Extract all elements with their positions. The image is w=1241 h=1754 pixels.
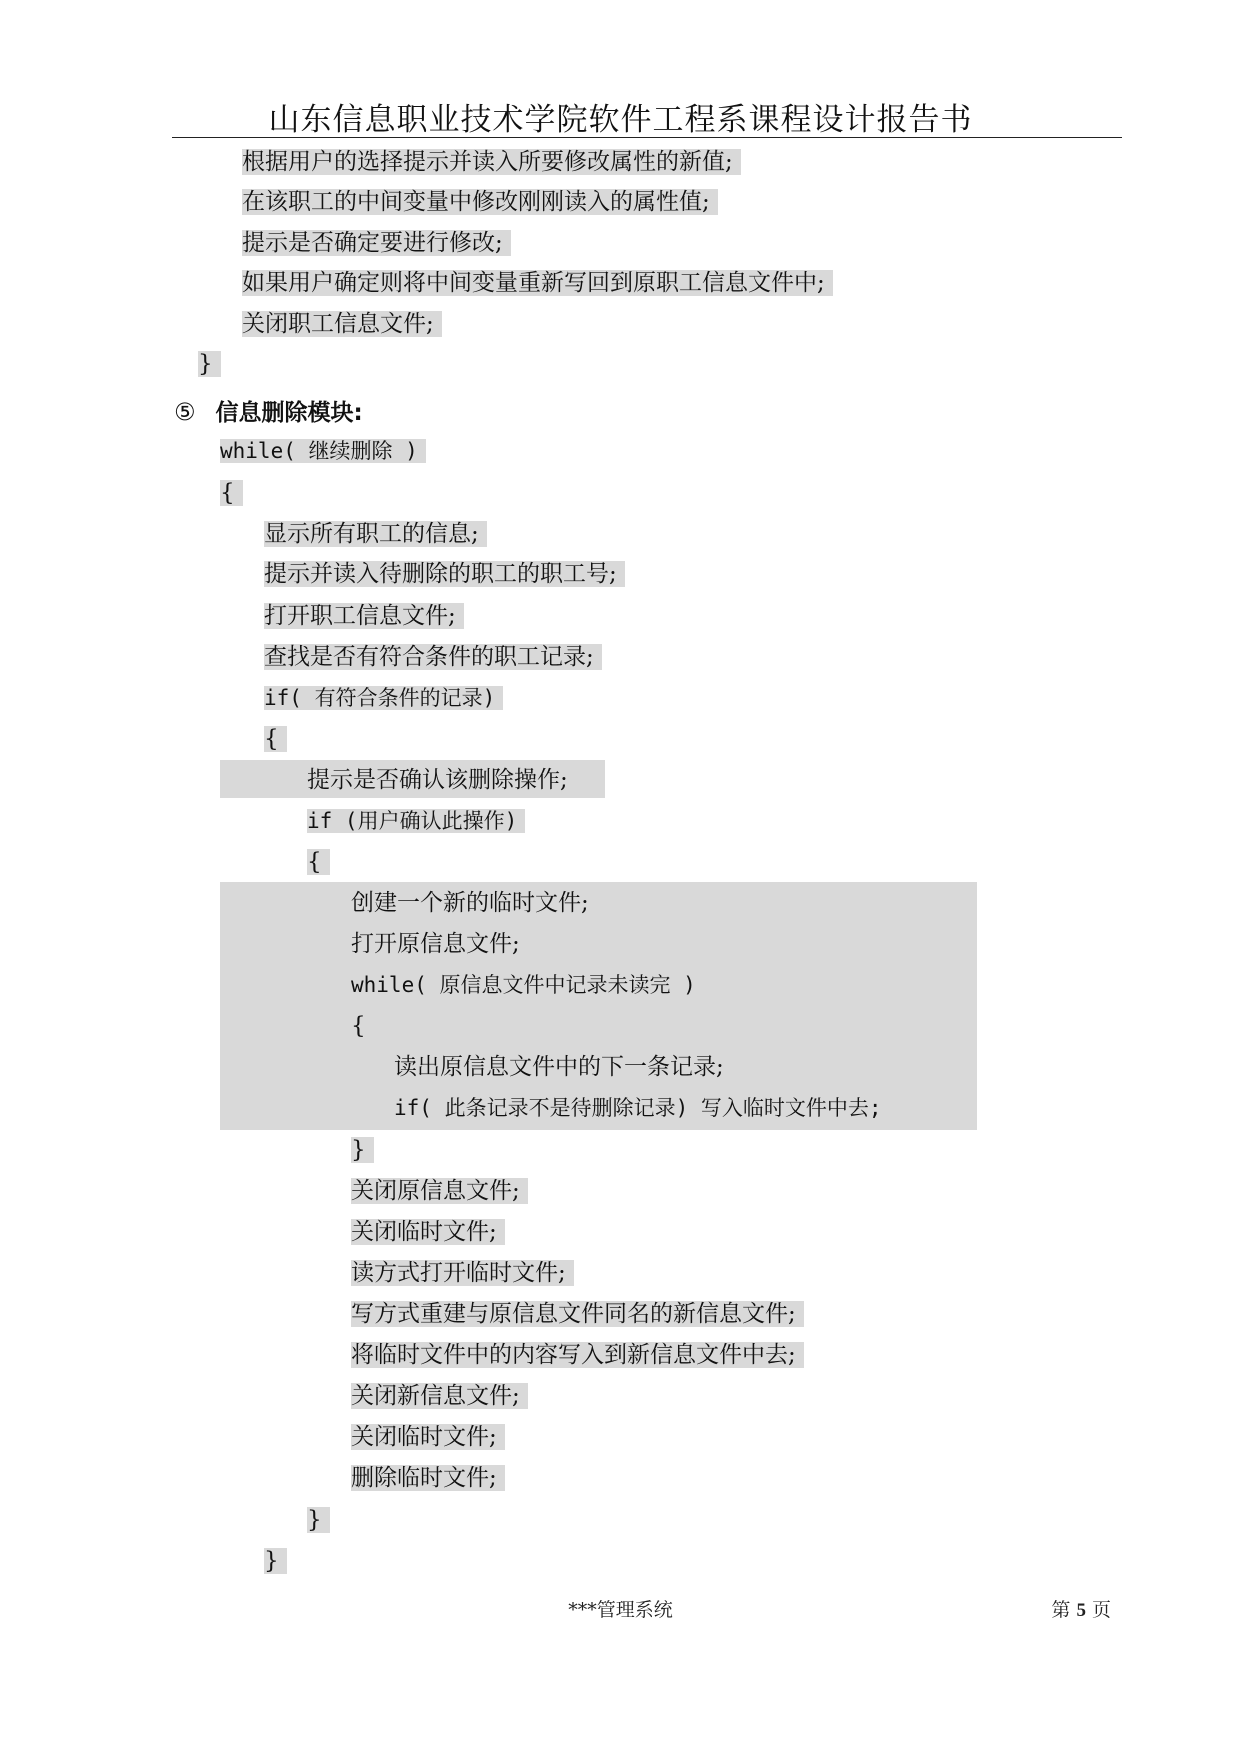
- code-line: [351, 1254, 574, 1292]
- code-line: [351, 1336, 804, 1374]
- page-number-value: 5: [1076, 1600, 1086, 1621]
- code-line: [351, 925, 528, 963]
- line-text: 根据用户的选择提示并读入所要修改属性的新值;: [242, 149, 741, 175]
- code-line: [351, 1007, 374, 1045]
- line-text: 关闭原信息文件;: [351, 1178, 528, 1204]
- line-text: 读出原信息文件中的下一条记录;: [394, 1054, 732, 1080]
- section-number: ⑤: [174, 398, 196, 426]
- text-line: [242, 224, 511, 262]
- line-text: }: [307, 1507, 330, 1533]
- line-text: 将临时文件中的内容写入到新信息文件中去;: [351, 1342, 804, 1368]
- code-line: [394, 1048, 732, 1086]
- code-line: [264, 597, 464, 635]
- footer-title: ***管理系统: [568, 1599, 673, 1621]
- line-text: 关闭职工信息文件;: [242, 311, 442, 337]
- code-line: [264, 720, 287, 758]
- code-line: [264, 679, 503, 717]
- text-line: [242, 183, 718, 221]
- line-text: if (用户确认此操作): [307, 809, 525, 833]
- section-title: 信息删除模块:: [215, 400, 363, 426]
- line-text: 提示并读入待删除的职工的职工号;: [264, 561, 625, 587]
- code-line: [307, 761, 576, 799]
- code-line: [351, 884, 597, 922]
- code-line: [351, 1295, 804, 1333]
- line-text: 关闭新信息文件;: [351, 1383, 528, 1409]
- line-text: }: [198, 351, 221, 377]
- line-text: while( 原信息文件中记录未读完 ): [351, 973, 704, 997]
- line-text: 显示所有职工的信息;: [264, 521, 487, 547]
- line-text: while( 继续删除 ): [220, 439, 426, 463]
- line-text: {: [220, 480, 243, 506]
- code-line: [220, 432, 426, 470]
- code-line: [351, 1377, 528, 1415]
- text-line: [242, 264, 833, 302]
- code-line: [351, 1459, 505, 1497]
- section-heading: [174, 392, 363, 432]
- code-line: [264, 1542, 287, 1580]
- page-number: [1051, 1595, 1111, 1622]
- line-text: {: [307, 849, 330, 875]
- line-text: 提示是否确定要进行修改;: [242, 230, 511, 256]
- code-line: [264, 515, 487, 553]
- header-rule: [172, 137, 1122, 138]
- code-line: [351, 1418, 505, 1456]
- brace: [198, 345, 221, 383]
- line-text: {: [351, 1013, 374, 1039]
- code-line: [351, 1172, 528, 1210]
- line-text: 读方式打开临时文件;: [351, 1260, 574, 1286]
- code-line: [351, 966, 704, 1004]
- text-line: [242, 305, 442, 343]
- code-line: [220, 474, 243, 512]
- code-line: [351, 1213, 505, 1251]
- line-text: 关闭临时文件;: [351, 1219, 505, 1245]
- code-line: [307, 1501, 330, 1539]
- line-text: 关闭临时文件;: [351, 1424, 505, 1450]
- line-text: 删除临时文件;: [351, 1465, 505, 1491]
- line-text: 如果用户确定则将中间变量重新写回到原职工信息文件中;: [242, 270, 833, 296]
- line-text: 写方式重建与原信息文件同名的新信息文件;: [351, 1301, 804, 1327]
- line-text: 打开原信息文件;: [351, 931, 528, 957]
- line-text: 提示是否确认该删除操作;: [307, 767, 576, 793]
- code-line: [264, 638, 602, 676]
- line-text: 在该职工的中间变量中修改刚刚读入的属性值;: [242, 189, 718, 215]
- line-text: 打开职工信息文件;: [264, 603, 464, 629]
- line-text: if( 此条记录不是待删除记录) 写入临时文件中去;: [394, 1096, 890, 1120]
- code-line: [264, 555, 625, 593]
- page-header-title: 山东信息职业技术学院软件工程系课程设计报告书: [268, 102, 973, 138]
- line-text: if( 有符合条件的记录): [264, 686, 503, 710]
- code-line: [307, 802, 525, 840]
- page-prefix: 第: [1051, 1599, 1071, 1621]
- line-text: 创建一个新的临时文件;: [351, 890, 597, 916]
- line-text: 查找是否有符合条件的职工记录;: [264, 644, 602, 670]
- line-text: }: [264, 1548, 287, 1574]
- code-line: [394, 1089, 890, 1127]
- page-suffix: 页: [1091, 1599, 1111, 1621]
- text-line: [242, 143, 741, 181]
- code-line: [351, 1131, 374, 1169]
- line-text: }: [351, 1137, 374, 1163]
- line-text: {: [264, 726, 287, 752]
- code-line: [307, 843, 330, 881]
